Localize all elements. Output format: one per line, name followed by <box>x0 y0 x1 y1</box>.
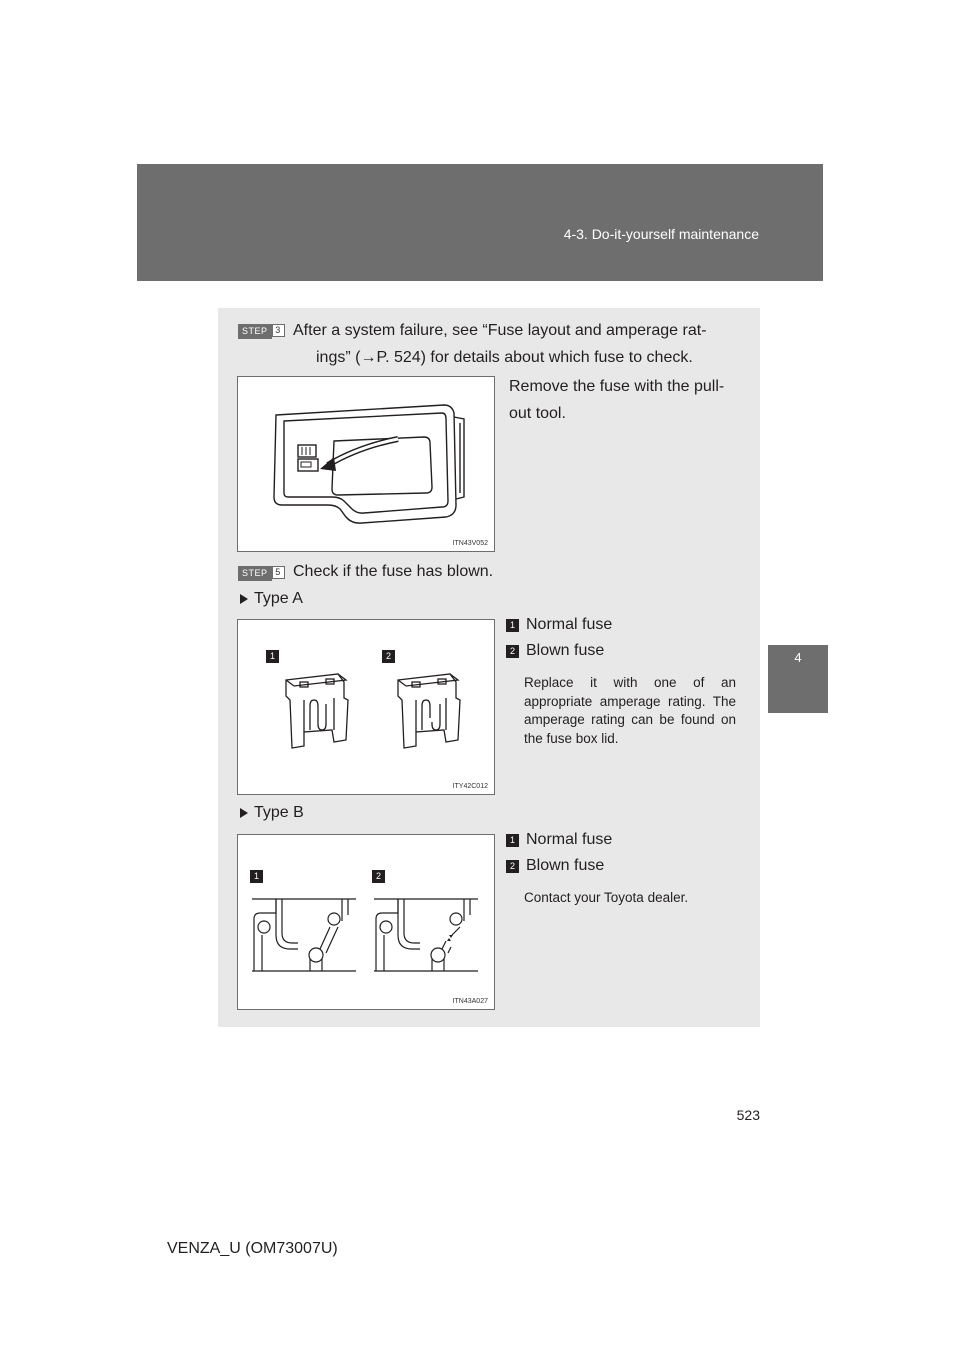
step-5-text: Check if the fuse has blown. <box>293 563 494 580</box>
type-b-legend-1 <box>506 831 612 849</box>
chapter-label-wrap <box>786 720 810 880</box>
step-number: 3 <box>272 324 285 337</box>
step-3-text <box>293 317 763 371</box>
type-a-label: Type A <box>254 590 303 607</box>
type-b-figure <box>237 834 495 1010</box>
legend-marker: 1 <box>506 834 519 847</box>
type-a-legend-2 <box>506 642 604 660</box>
type-b-label: Type B <box>254 804 304 821</box>
figure-marker-1: 1 <box>266 650 279 663</box>
step-5-badge <box>238 566 285 581</box>
content-panel <box>218 308 760 1027</box>
step-label: STEP <box>238 324 272 339</box>
step-number: 5 <box>272 566 285 579</box>
type-a-legend-1 <box>506 616 612 634</box>
type-a-fuse-illustration <box>238 620 494 794</box>
figure-code: ITY42C012 <box>452 783 488 790</box>
type-a-heading <box>240 590 303 608</box>
step-4-line-1: Remove the fuse with the pull- <box>509 378 725 395</box>
figure-marker-2: 2 <box>382 650 395 663</box>
figure-marker-1: 1 <box>250 870 263 883</box>
chapter-tab <box>768 645 828 713</box>
step-4-line-2: out tool. <box>509 405 566 422</box>
chapter-number: 4 <box>794 650 802 665</box>
step-3-badge <box>238 324 285 339</box>
triangle-bullet-icon <box>240 594 248 604</box>
page-header <box>137 164 823 281</box>
figure-marker-2: 2 <box>372 870 385 883</box>
section-title: 4-3. Do-it-yourself maintenance <box>563 226 759 242</box>
step-4-text <box>509 373 749 427</box>
type-b-note: Contact your Toyota dealer. <box>524 890 689 905</box>
triangle-bullet-icon <box>240 808 248 818</box>
legend-marker: 2 <box>506 645 519 658</box>
type-b-fuse-illustration <box>238 835 494 1009</box>
legend-label: Normal fuse <box>526 616 613 633</box>
figure-code: ITN43A027 <box>452 998 488 1005</box>
legend-marker: 2 <box>506 860 519 873</box>
figure-code: ITN43V052 <box>452 540 488 547</box>
type-b-heading <box>240 804 304 822</box>
type-a-note: Replace it with one of an appropriate amperage rating. The amperage rating can be found on the fuse box lid. <box>524 675 736 746</box>
legend-label: Blown fuse <box>526 642 605 659</box>
fuse-box-figure <box>237 376 495 552</box>
legend-label: Blown fuse <box>526 857 605 874</box>
step-label: STEP <box>238 566 272 581</box>
fuse-box-illustration <box>238 377 494 551</box>
legend-label: Normal fuse <box>526 831 613 848</box>
legend-marker: 1 <box>506 619 519 632</box>
page-number: 523 <box>736 1107 760 1123</box>
type-b-legend-2 <box>506 857 604 875</box>
step-3-line-1: After a system failure, see “Fuse layout and amperage rat- <box>293 322 707 339</box>
footer-code: VENZA_U (OM73007U) <box>167 1240 338 1257</box>
type-a-figure <box>237 619 495 795</box>
step-3-line-2: ings” (→P. 524) for details about which fuse to check. <box>316 349 693 366</box>
